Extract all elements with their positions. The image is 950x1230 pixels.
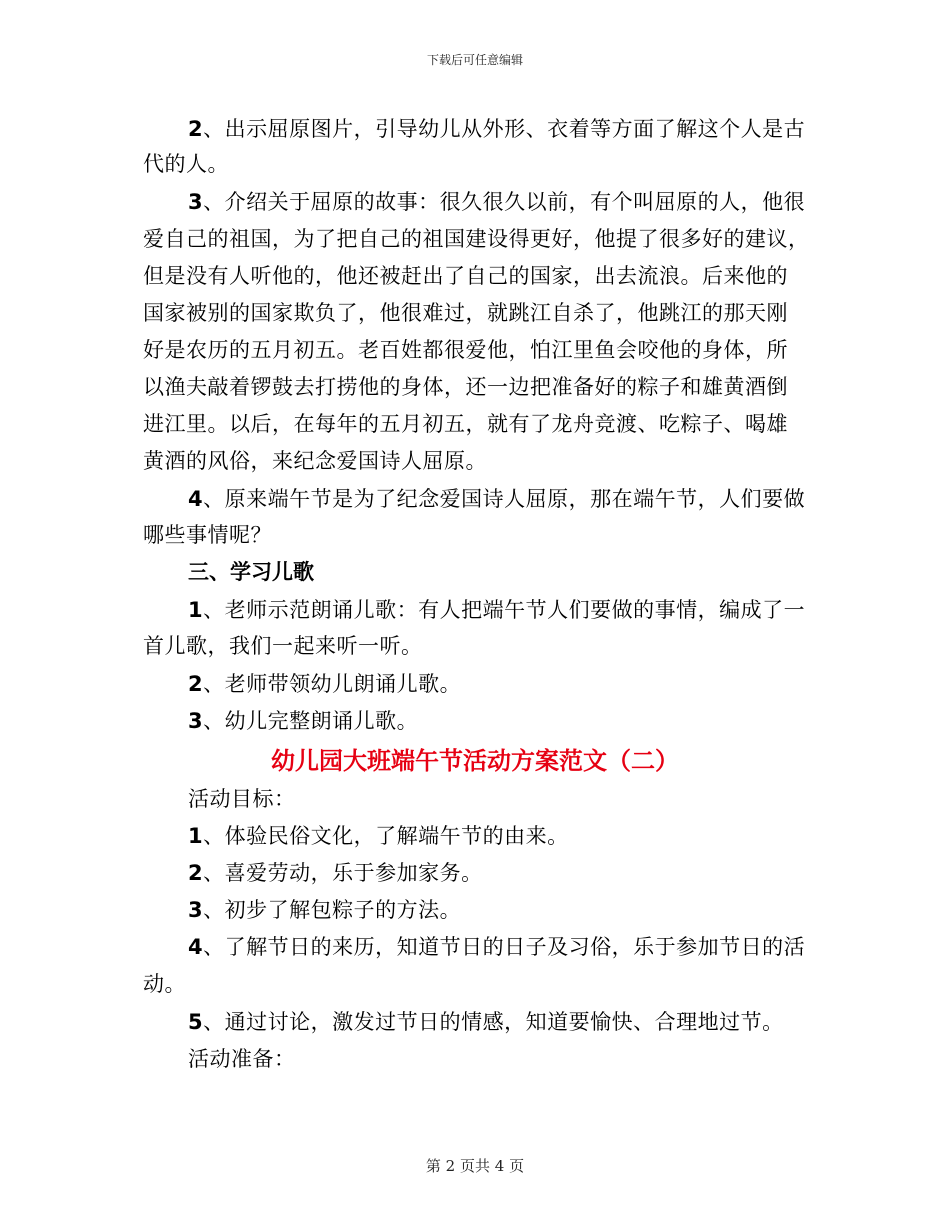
paragraph-line xyxy=(188,188,868,216)
item-number: 1 xyxy=(188,824,204,848)
paragraph-line: 好是农历的五月初五。老百姓都很爱他，怕江里鱼会咬他的身体，所 xyxy=(143,338,788,362)
item-number: 4 xyxy=(188,487,204,511)
item-number: 3 xyxy=(188,190,204,214)
item-number: 1 xyxy=(188,598,204,622)
paragraph-line xyxy=(188,115,868,143)
paragraph-line xyxy=(188,707,868,735)
item-number: 2 xyxy=(188,861,204,885)
paragraph-text: 、原来端午节是为了纪念爱国诗人屈原，那在端午节，人们要做 xyxy=(203,487,806,511)
prep-label: 活动准备： xyxy=(188,1047,296,1071)
paragraph-line xyxy=(188,933,868,961)
paragraph-text: 、介绍关于屈原的故事：很久很久以前，有个叫屈原的人，他很 xyxy=(203,190,806,214)
paragraph-text: 、通过讨论，激发过节日的情感，知道要愉快、合理地过节。 xyxy=(203,1010,784,1034)
item-number: 4 xyxy=(188,935,204,959)
page-footer: 第 2 页共 4 页 xyxy=(425,1157,525,1175)
paragraph-text: 、体验民俗文化，了解端午节的由来。 xyxy=(203,824,569,848)
paragraph-text: 、幼儿完整朗诵儿歌。 xyxy=(203,709,419,733)
item-number: 5 xyxy=(188,1010,204,1034)
paragraph-text: 、老师带领幼儿朗诵儿歌。 xyxy=(203,672,462,696)
item-number: 2 xyxy=(188,672,204,696)
paragraph-text: 、了解节日的来历，知道节日的日子及习俗，乐于参加节日的活 xyxy=(203,935,806,959)
paragraph-line: 但是没有人听他的，他还被赶出了自己的国家，出去流浪。后来他的 xyxy=(143,264,788,288)
paragraph-line xyxy=(188,485,868,513)
paragraph-line: 代的人。 xyxy=(143,152,229,176)
paragraph-line xyxy=(188,896,868,924)
paragraph-line: 哪些事情呢？ xyxy=(143,523,272,547)
page-header: 下载后可任意编辑 xyxy=(426,53,523,67)
paragraph-line: 以渔夫敲着锣鼓去打捞他的身体，还一边把准备好的粽子和雄黄酒倒 xyxy=(143,375,788,399)
section-heading: 三、学习儿歌 xyxy=(188,559,314,584)
paragraph-line xyxy=(188,596,868,624)
paragraph-text: 、初步了解包粽子的方法。 xyxy=(203,898,462,922)
paragraph-line xyxy=(188,859,868,887)
paragraph-text: 、出示屈原图片，引导幼儿从外形、衣着等方面了解这个人是古 xyxy=(203,117,806,141)
item-number: 3 xyxy=(188,898,204,922)
paragraph-line: 首儿歌，我们一起来听一听。 xyxy=(143,634,423,658)
paragraph-line xyxy=(188,670,868,698)
paragraph-text: 、喜爱劳动，乐于参加家务。 xyxy=(203,861,483,885)
paragraph-line: 黄酒的风俗，来纪念爱国诗人屈原。 xyxy=(143,449,487,473)
paragraph-text: 、老师示范朗诵儿歌：有人把端午节人们要做的事情，编成了一 xyxy=(203,598,806,622)
paragraph-line: 国家被别的国家欺负了，他很难过，就跳江自杀了，他跳江的那天刚 xyxy=(143,301,788,325)
goals-label: 活动目标： xyxy=(188,787,296,811)
paragraph-line xyxy=(188,1008,868,1036)
item-number: 2 xyxy=(188,117,204,141)
item-number: 3 xyxy=(188,709,204,733)
section-title: 幼儿园大班端午节活动方案范文（二） xyxy=(271,746,679,775)
paragraph-line: 动。 xyxy=(143,972,186,996)
paragraph-line xyxy=(188,822,868,850)
paragraph-line: 进江里。以后，在每年的五月初五，就有了龙舟竞渡、吃粽子、喝雄 xyxy=(143,412,788,436)
paragraph-line: 爱自己的祖国，为了把自己的祖国建设得更好，他提了很多好的建议， xyxy=(143,227,810,251)
